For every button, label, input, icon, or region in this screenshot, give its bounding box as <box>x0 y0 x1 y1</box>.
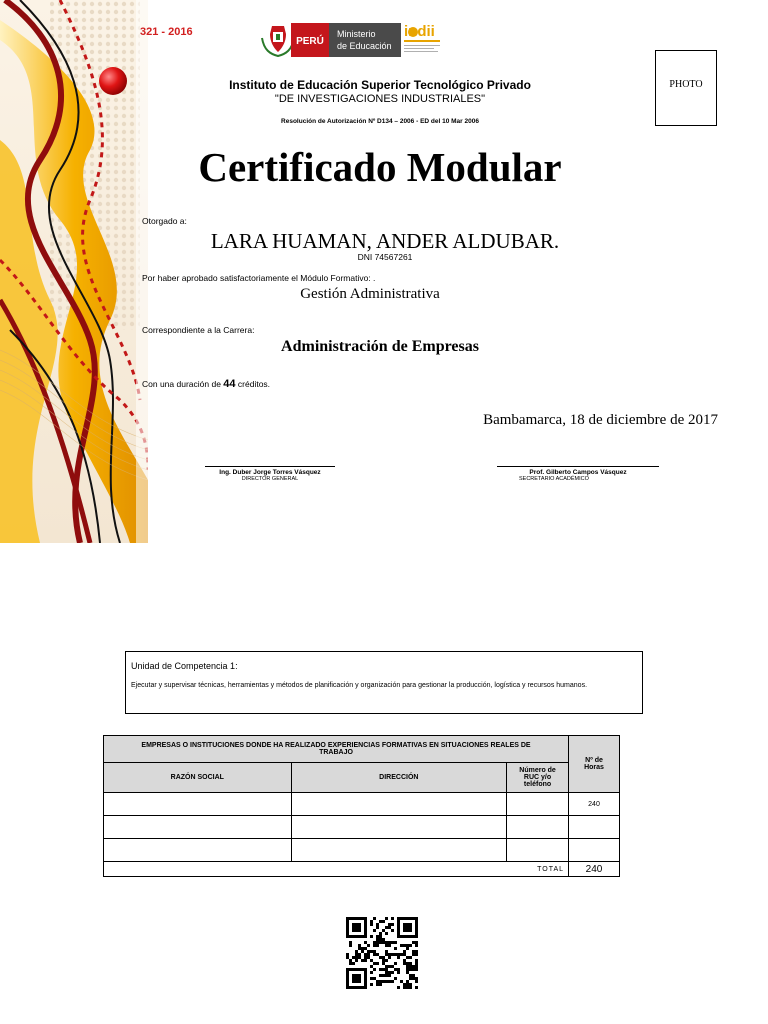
career-name: Administración de Empresas <box>281 338 479 355</box>
signature-name: Prof. Gilberto Campos Vásquez <box>529 469 627 476</box>
competency-description: Ejecutar y supervisar técnicas, herramientas y métodos de planificación y organización para gestionar la producción, logística y recursos humanos. <box>131 682 588 689</box>
cell-address <box>291 793 507 816</box>
certificate-number: 321 - 2016 <box>140 26 193 38</box>
signature-line <box>205 466 335 467</box>
granted-label: Otorgado a: <box>142 216 187 226</box>
competency-title: Unidad de Competencia 1: <box>131 661 238 671</box>
cell-hours: 240 <box>569 793 620 816</box>
table-row <box>104 816 620 839</box>
cell-company <box>104 839 292 862</box>
address-header: DIRECCIÓN <box>291 763 507 793</box>
experience-table <box>103 735 620 877</box>
signature-role: SECRETARIO ACADÉMICO <box>519 476 589 482</box>
ministry-logo <box>258 20 448 60</box>
module-name: Gestión Administrativa <box>300 286 440 302</box>
cell-ruc <box>507 816 569 839</box>
decorative-ribbon-banner <box>0 0 148 543</box>
duration-suffix: créditos. <box>237 379 271 389</box>
cell-ruc <box>507 793 569 816</box>
credits-value: 44 <box>223 378 236 390</box>
signature-role: DIRECTOR GENERAL <box>241 476 299 482</box>
approved-label: Por haber aprobado satisfactoriamente el Módulo Formativo: . <box>142 273 376 283</box>
competency-unit-box <box>125 651 643 714</box>
recipient-dni: DNI 74567261 <box>357 252 413 262</box>
total-value: 240 <box>569 862 620 877</box>
resolution-text: Resolución de Autorización Nº D134 – 2006 - ED del 10 Mar 2006 <box>281 118 479 125</box>
career-label: Correspondiente a la Carrera: <box>142 325 255 335</box>
cell-address <box>291 816 507 839</box>
table-row <box>104 839 620 862</box>
cell-address <box>291 839 507 862</box>
certificate-title: Certificado Modular <box>198 144 562 190</box>
cell-hours <box>569 816 620 839</box>
cell-hours <box>569 839 620 862</box>
experience-header: EMPRESAS O INSTITUCIONES DONDE HA REALIZADO EXPERIENCIAS FORMATIVAS EN SITUACIONES REALES DE TRABAJO <box>104 736 569 763</box>
issue-date: Bambamarca, 18 de diciembre de 2017 <box>483 412 718 428</box>
total-label: TOTAL <box>104 862 569 877</box>
signature-director <box>205 466 335 482</box>
logo-ministry-line2: de Educación <box>337 41 392 51</box>
signature-secretary <box>497 466 659 482</box>
logo-peru-text: PERÚ <box>296 36 324 47</box>
institution-name: Instituto de Educación Superior Tecnológico Privado <box>229 78 531 92</box>
logo-ministry-line1: Ministerio <box>337 29 376 39</box>
duration-prefix: Con una duración de <box>142 379 221 389</box>
hours-header: Nº de Horas <box>569 736 620 793</box>
institution-logos <box>258 20 448 60</box>
cell-company <box>104 816 292 839</box>
cell-ruc <box>507 839 569 862</box>
company-header: RAZÓN SOCIAL <box>104 763 292 793</box>
table-subheader-row <box>104 763 620 793</box>
logo-indii-text: indii <box>404 23 435 40</box>
qr-code <box>346 917 418 989</box>
signature-line <box>497 466 659 467</box>
table-header-row <box>104 736 620 763</box>
institution-subtitle: "DE INVESTIGACIONES INDUSTRIALES" <box>274 93 486 105</box>
total-row <box>104 862 620 877</box>
ruc-header: Número de RUC y/o teléfono <box>507 763 569 793</box>
table-row <box>104 793 620 816</box>
photo-placeholder <box>655 50 717 126</box>
cell-company <box>104 793 292 816</box>
recipient-name: LARA HUAMAN, ANDER ALDUBAR. <box>210 229 560 253</box>
duration-line <box>142 378 270 390</box>
photo-label: PHOTO <box>669 79 703 90</box>
signature-name: Ing. Duber Jorge Torres Vásquez <box>219 469 321 476</box>
